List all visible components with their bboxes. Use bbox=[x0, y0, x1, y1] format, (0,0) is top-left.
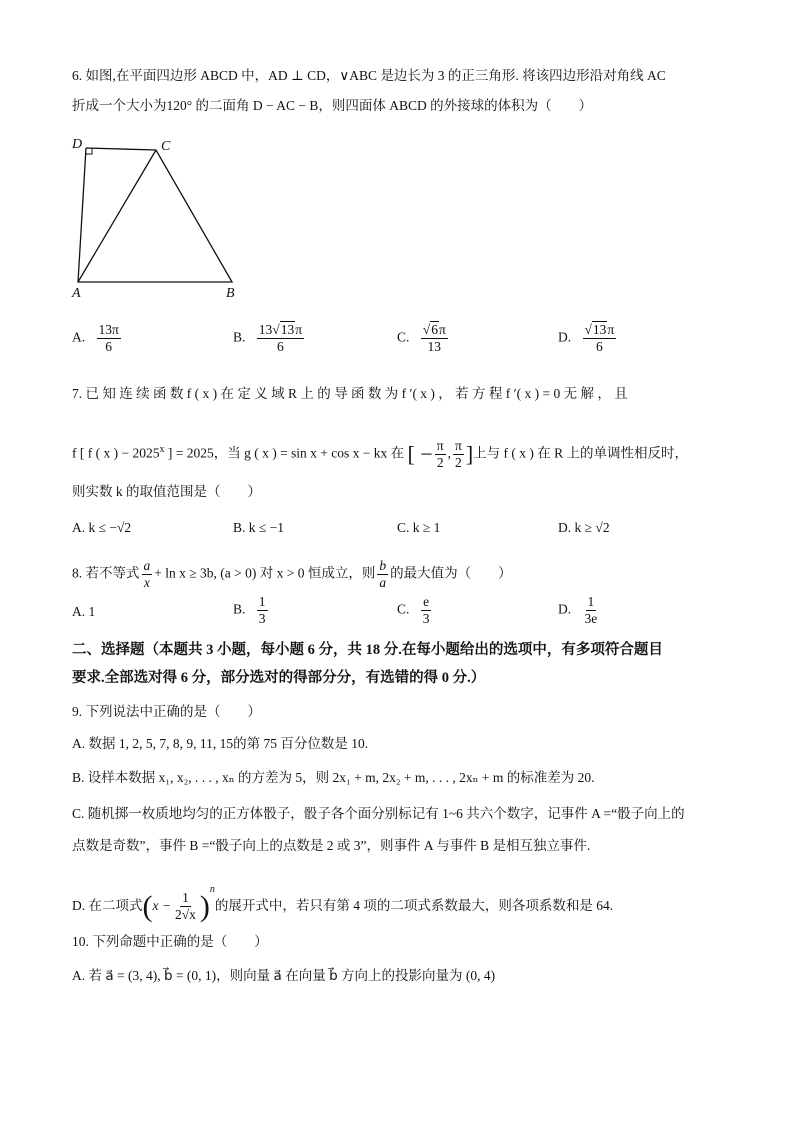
q6-label-d: D bbox=[72, 137, 83, 152]
numerator: 1 bbox=[587, 594, 595, 609]
fraction bbox=[142, 558, 153, 591]
option-label: C. bbox=[397, 329, 410, 345]
fraction bbox=[173, 890, 198, 923]
q8-option-a[interactable]: A. 1 bbox=[72, 604, 96, 619]
q6-option-c[interactable] bbox=[397, 322, 450, 355]
text-segment: x − bbox=[152, 898, 171, 913]
section-heading-line1: 二、选择题（本题共 3 小题，每小题 6 分，共 18 分.在每小题给出的选项中，有多项符合题目 bbox=[72, 642, 663, 658]
text-segment: 的展开式中，若只有第 4 项的二项式系数最大，则各项系数和是 64. bbox=[214, 898, 614, 913]
numerator: √6π bbox=[422, 322, 446, 337]
numerator: π bbox=[454, 438, 462, 453]
q7-stem-line1: 7. 已 知 连 续 函 数 f ( x ) 在 定 义 域 R 上 的 导 函 数 为 f ′( x ) ， 若 方 程 f ′( x ) = 0 无 解 ， 且 bbox=[72, 386, 628, 401]
fraction bbox=[97, 322, 121, 355]
q7-option-d[interactable]: D. k ≥ √2 bbox=[558, 520, 610, 535]
comma: , bbox=[447, 445, 451, 461]
q8-stem bbox=[72, 558, 512, 591]
q7-stem-line2 bbox=[72, 438, 688, 471]
fraction bbox=[257, 322, 304, 355]
text-segment: f [ f ( x ) − 2025 bbox=[72, 445, 160, 461]
denominator: a bbox=[379, 575, 387, 590]
q9-option-a[interactable]: A. 数据 1, 2, 5, 7, 8, 9, 11, 15的第 75 百分位数是 10. bbox=[72, 736, 369, 751]
q6-option-a[interactable] bbox=[72, 322, 123, 355]
numerator: π bbox=[436, 438, 444, 453]
option-label: D. bbox=[558, 329, 572, 345]
numerator: b bbox=[379, 558, 387, 573]
denominator: 6 bbox=[596, 339, 603, 354]
denominator: 3e bbox=[584, 611, 598, 626]
fraction bbox=[421, 322, 448, 355]
option-label: B. bbox=[233, 329, 246, 345]
fraction bbox=[453, 438, 464, 471]
q6-label-a: A bbox=[72, 286, 81, 301]
fraction bbox=[583, 322, 617, 355]
q6-stem-line1: 6. 如图,在平面四边形 ABCD 中，AD ⊥ CD，∨ABC 是边长为 3 的正三角形. 将该四边形沿对角线 AC bbox=[72, 68, 666, 83]
denominator: 3 bbox=[422, 611, 430, 626]
option-label: D. bbox=[558, 601, 572, 617]
q9-option-c-line2: 点数是奇数”，事件 B =“骰子向上的点数是 2 或 3”，则事件 A 与事件 B 是相互独立事件. bbox=[72, 838, 591, 853]
text-segment: 上与 f ( x ) 在 R 上的单调性相反时， bbox=[473, 445, 689, 461]
denominator: 6 bbox=[277, 339, 284, 354]
q9-stem: 9. 下列说法中正确的是（ ） bbox=[72, 704, 261, 719]
fraction bbox=[421, 594, 432, 627]
option-label: B. bbox=[233, 601, 246, 617]
numerator: e bbox=[423, 594, 430, 609]
numerator: √13π bbox=[584, 322, 615, 337]
q6-label-c: C bbox=[161, 139, 171, 154]
fraction bbox=[257, 594, 268, 627]
section-heading-line2: 要求.全部选对得 6 分，部分选对的得部分分，有选错的得 0 分.） bbox=[72, 670, 486, 686]
text-segment: ] = 2025，当 g ( x ) = sin x + cos x − kx 在 bbox=[164, 445, 405, 461]
exponent: n bbox=[209, 884, 215, 895]
paren-right: ) bbox=[199, 889, 210, 923]
q8-option-c[interactable] bbox=[397, 594, 434, 627]
numerator: a bbox=[143, 558, 151, 573]
denominator: x bbox=[143, 575, 150, 590]
denominator: 13 bbox=[427, 339, 442, 354]
q9-option-d[interactable] bbox=[72, 880, 613, 923]
numerator: 1 bbox=[258, 594, 266, 609]
fraction bbox=[377, 558, 388, 591]
q7-option-a[interactable]: A. k ≤ −√2 bbox=[72, 520, 132, 535]
interval-bracket-right: ] bbox=[465, 441, 474, 467]
text-segment: 8. 若不等式 bbox=[72, 565, 140, 581]
q7-option-b[interactable]: B. k ≤ −1 bbox=[233, 520, 285, 535]
q8-option-d[interactable] bbox=[558, 594, 601, 627]
paren-left: ( bbox=[142, 889, 153, 923]
superscript: x bbox=[159, 444, 165, 456]
q6-option-d[interactable] bbox=[558, 322, 618, 355]
q9-option-c-line1[interactable]: C. 随机掷一枚质地均匀的正方体骰子，骰子各个面分别标记有 1~6 共六个数字，记事件 A =“骰子向上的 bbox=[72, 806, 685, 821]
interval-bracket-left: [ − bbox=[407, 441, 433, 467]
q6-label-b: B bbox=[226, 286, 235, 301]
denominator: 6 bbox=[105, 339, 113, 354]
denominator: 2 bbox=[455, 455, 462, 470]
q7-stem-line3: 则实数 k 的取值范围是（ ） bbox=[72, 484, 261, 499]
text-segment: 的最大值为（ ） bbox=[390, 565, 512, 581]
numerator: 13√13π bbox=[258, 322, 303, 337]
option-label: A. bbox=[72, 329, 86, 345]
q10-option-a[interactable]: A. 若 a⃗ = (3, 4), b⃗ = (0, 1)，则向量 a⃗ 在向量 b⃗ 方向上的投影向量为 (0, 4) bbox=[72, 968, 496, 983]
fraction bbox=[435, 438, 446, 471]
numerator: 1 bbox=[182, 890, 189, 906]
q6-stem-line2: 折成一个大小为120° 的二面角 D − AC − B，则四面体 ABCD 的外接球的体积为（ ） bbox=[72, 98, 593, 113]
denominator: 3 bbox=[258, 611, 266, 626]
q7-option-c[interactable]: C. k ≥ 1 bbox=[397, 520, 441, 535]
denominator: 2√x bbox=[174, 907, 196, 923]
fraction bbox=[583, 594, 600, 627]
q8-option-b[interactable] bbox=[233, 594, 270, 627]
q10-stem: 10. 下列命题中正确的是（ ） bbox=[72, 934, 268, 949]
numerator: 13π bbox=[98, 322, 119, 337]
q9-option-b[interactable]: B. 设样本数据 x₁, x₂, . . . , xₙ 的方差为 5，则 2x₁ + m, 2x₂ + m, . . . , 2xₙ + m 的标准差为 20. bbox=[72, 770, 595, 785]
denominator: 2 bbox=[436, 455, 444, 470]
option-label: D. 在二项式 bbox=[72, 898, 143, 913]
q6-option-b[interactable] bbox=[233, 322, 306, 355]
q6-quadrilateral-figure bbox=[66, 132, 256, 302]
text-segment: + ln x ≥ 3b, (a > 0) 对 x > 0 恒成立，则 bbox=[154, 565, 376, 581]
option-label: C. bbox=[397, 601, 410, 617]
